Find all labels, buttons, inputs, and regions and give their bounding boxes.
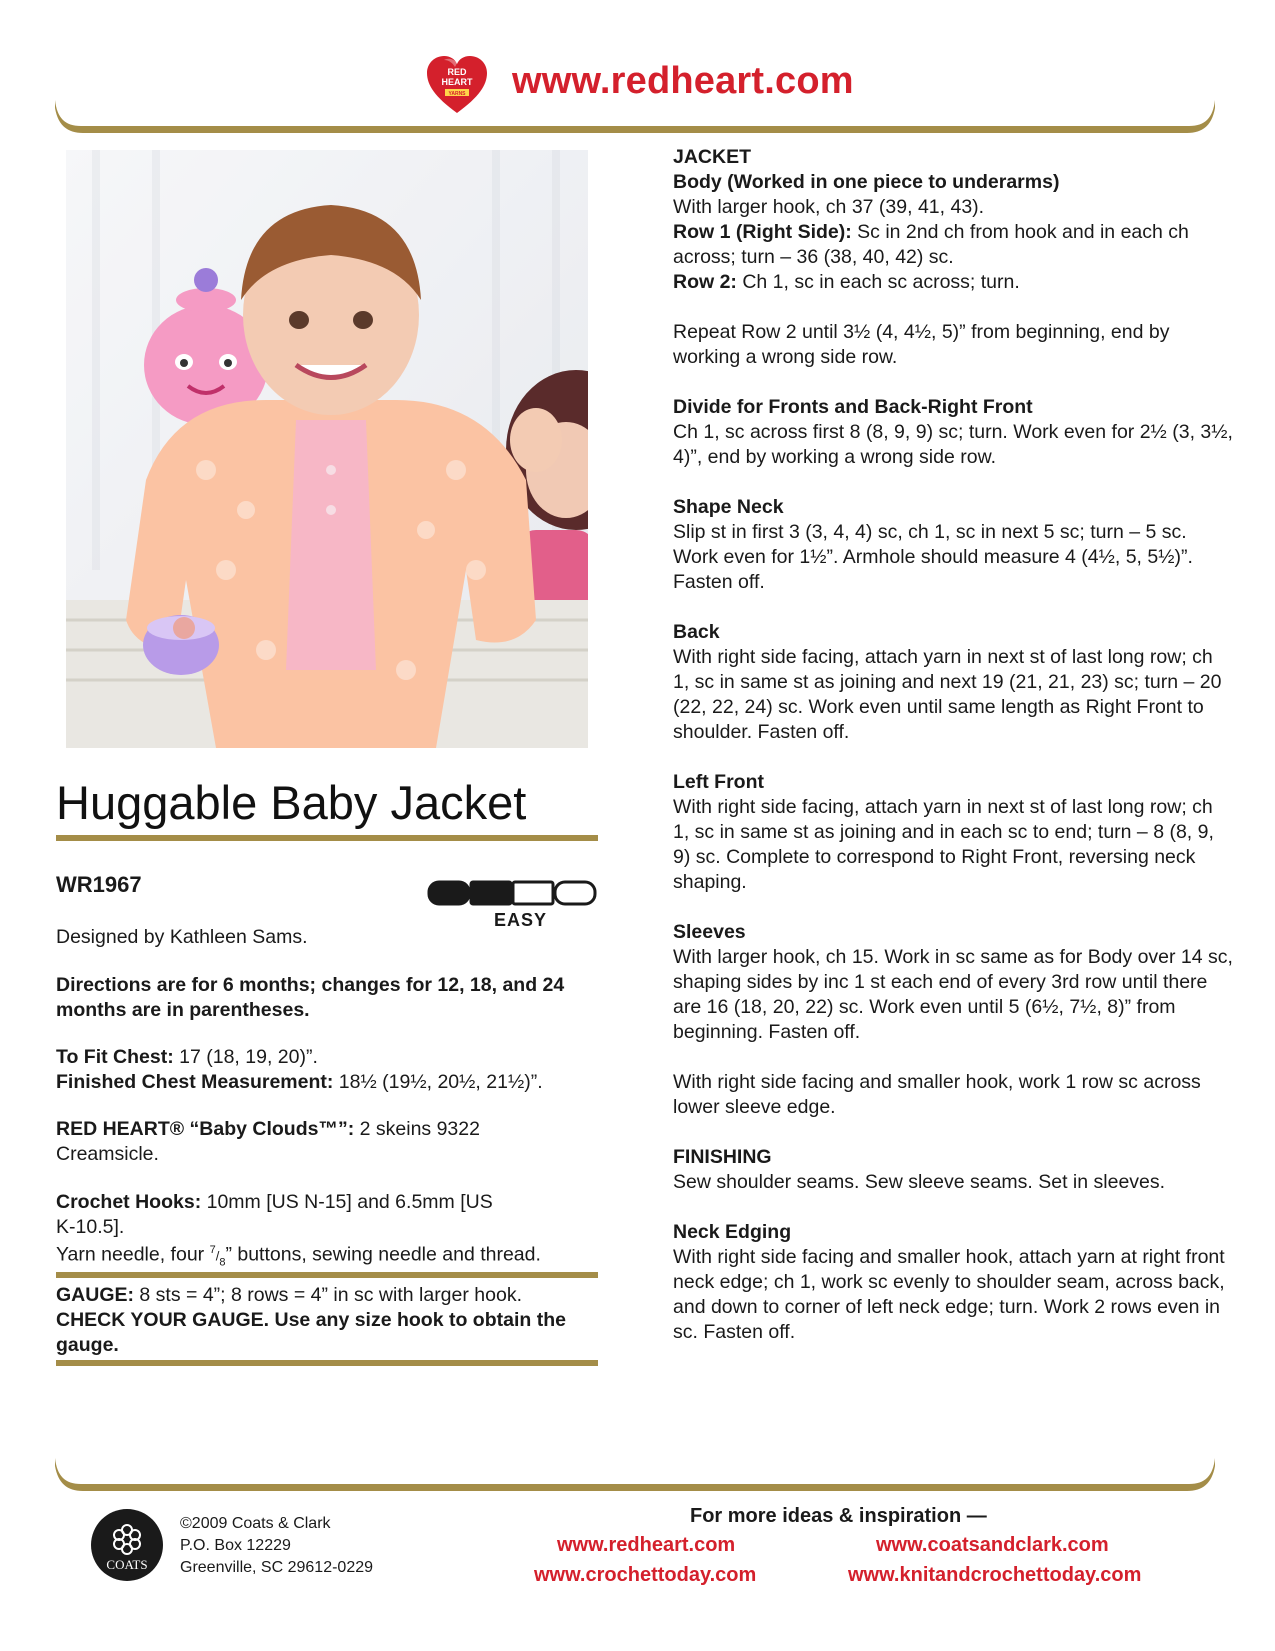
left-front-heading: Left Front — [673, 771, 764, 793]
directions-note: Directions are for 6 months; changes for 12, 18, and 24 months are in parentheses. — [56, 974, 565, 1021]
divide-text: Ch 1, sc across first 8 (8, 9, 9) sc; turn. Work even for 2½ (3, 3½, 4)”, end by working a wrong side row. — [673, 421, 1233, 468]
back-heading: Back — [673, 621, 720, 643]
sleeves-text-2: With right side facing and smaller hook, work 1 row sc across lower sleeve edge. — [673, 1071, 1201, 1118]
back-text: With right side facing, attach yarn in next st of last long row; ch 1, sc in same st as joining and next 19 (21, 21, 23) sc; turn – 20 (22, 22, 24) sc. Work even until same length as Right Front to shoulder. Fasten off. — [673, 646, 1222, 743]
pattern-title: Huggable Baby Jacket — [56, 776, 527, 829]
gauge-value: 8 sts = 4”; 8 rows = 4” in sc with larger hook. — [134, 1284, 522, 1306]
neck-edging-text: With right side facing and smaller hook, attach yarn at right front neck edge; ch 1, work sc evenly to shoulder seam, across back, and down to corner of left neck edge; turn. Work 2 rows even in sc. Fasten off. — [673, 1246, 1225, 1343]
coats-logo[interactable] — [90, 1508, 164, 1582]
finished-chest-label: Finished Chest Measurement: — [56, 1071, 334, 1093]
more-ideas-heading: For more ideas & inspiration — — [690, 1505, 987, 1527]
footer-link-coatsandclark[interactable]: www.coatsandclark.com — [876, 1534, 1109, 1556]
notions-fraction-numerator: 7 — [209, 1244, 216, 1256]
skill-level-segment — [429, 882, 469, 904]
gauge-label: GAUGE: — [56, 1284, 134, 1306]
hooks-info — [56, 1190, 496, 1240]
divide-heading: Divide for Fronts and Back-Right Front — [673, 396, 1033, 418]
po-box: P.O. Box 12229 — [180, 1537, 291, 1554]
jacket-heading: JACKET — [673, 146, 752, 168]
copyright: ©2009 Coats & Clark — [180, 1515, 331, 1532]
row2-instruction — [673, 270, 1233, 295]
size-info — [56, 1045, 616, 1095]
pattern-code: WR1967 — [56, 872, 142, 897]
baby-photo — [66, 150, 588, 748]
row1-text: Sc in 2nd ch from hook and in each ch across; turn – 36 (38, 40, 42) sc. — [673, 221, 1189, 268]
neck-heading: Shape Neck — [673, 496, 784, 518]
finished-chest-value: 18½ (19½, 20½, 21½)”. — [333, 1071, 543, 1093]
yarn-label: RED HEART® “Baby Clouds™”: — [56, 1118, 355, 1140]
skill-level-segment — [513, 882, 553, 904]
footer-link-knitandcrochettoday[interactable]: www.knitandcrochettoday.com — [848, 1564, 1142, 1586]
sleeves-text: With larger hook, ch 15. Work in sc same as for Body over 14 sc, shaping sides by inc 1 st each end of every 3rd row until there are 16 (18, 20, 22) sc. Work even until 5 (6½, 7½, 8)” from beginning. Fasten off. — [673, 946, 1233, 1043]
gauge-bottom-rule — [56, 1360, 598, 1366]
footer-link-redheart[interactable]: www.redheart.com — [557, 1534, 736, 1556]
header-website-link[interactable]: www.redheart.com — [512, 60, 854, 102]
yarn-info — [56, 1117, 516, 1167]
notions-fraction-denominator: 8 — [219, 1256, 226, 1269]
skill-level-label: EASY — [494, 910, 548, 930]
repeat-text: Repeat Row 2 until 3½ (4, 4½, 5)” from beginning, end by working a wrong side row. — [673, 321, 1170, 368]
finishing-text: Sew shoulder seams. Sew sleeve seams. Set in sleeves. — [673, 1171, 1166, 1193]
notions-info: Yarn needle, four $^7/_8$” buttons, sewing needle and thread. — [56, 1243, 541, 1269]
logo-text-yarns: YARNS — [448, 91, 466, 97]
neck-text: Slip st in first 3 (3, 4, 4) sc, ch 1, sc in next 5 sc; turn – 5 sc. Work even for 1½”. Armhole should measure 4 (4½, 5, 5½)”. Fasten off. — [673, 521, 1193, 593]
gauge-info — [56, 1283, 601, 1358]
sleeves-heading: Sleeves — [673, 921, 746, 943]
title-rule — [56, 835, 598, 841]
row2-text: Ch 1, sc in each sc across; turn. — [736, 271, 1020, 293]
city-state-zip: Greenville, SC 29612-0229 — [180, 1559, 374, 1576]
notions-prefix: Yarn needle, four — [56, 1243, 210, 1266]
fit-chest-label: To Fit Chest: — [56, 1046, 174, 1068]
designer-credit: Designed by Kathleen Sams. — [56, 926, 308, 948]
body-heading: Body (Worked in one piece to underarms) — [673, 171, 1060, 193]
logo-text-red: RED — [447, 67, 467, 77]
hooks-value: 10mm [US N-15] and 6.5mm [US K-10.5]. — [56, 1191, 493, 1238]
baby-photo-icon — [66, 150, 588, 748]
gauge-top-rule — [56, 1272, 598, 1278]
skill-level-segment — [555, 882, 595, 904]
company-address — [180, 1513, 373, 1579]
yarn-value: 2 skeins 9322 Creamsicle. — [56, 1118, 480, 1165]
hooks-label: Crochet Hooks: — [56, 1191, 202, 1213]
footer-link-crochettoday[interactable]: www.crochettoday.com — [534, 1564, 757, 1586]
body-line-1: With larger hook, ch 37 (39, 41, 43). — [673, 196, 985, 218]
finishing-heading: FINISHING — [673, 1146, 772, 1168]
left-front-text: With right side facing, attach yarn in next st of last long row; ch 1, sc in same st as joining and in each sc to end; turn – 8 (8, 9, 9) sc. Complete to correspond to Right Front, reversing neck shaping. — [673, 796, 1214, 893]
skill-level-segment — [471, 882, 511, 904]
row1-label: Row 1 (Right Side): — [673, 221, 852, 243]
footer-gold-band — [55, 1458, 1215, 1498]
row1-instruction — [673, 220, 1233, 270]
header-gold-band — [55, 100, 1215, 140]
gauge-check: CHECK YOUR GAUGE. Use any size hook to obtain the gauge. — [56, 1309, 566, 1356]
neck-edging-heading: Neck Edging — [673, 1221, 792, 1243]
fit-chest-value: 17 (18, 19, 20)”. — [173, 1046, 318, 1068]
instructions-column — [673, 145, 1233, 1370]
notions-suffix: ” buttons, sewing needle and thread. — [225, 1243, 541, 1266]
logo-text-heart: HEART — [441, 77, 473, 87]
coats-logo-text: COATS — [106, 1557, 148, 1572]
row2-label: Row 2: — [673, 271, 737, 293]
